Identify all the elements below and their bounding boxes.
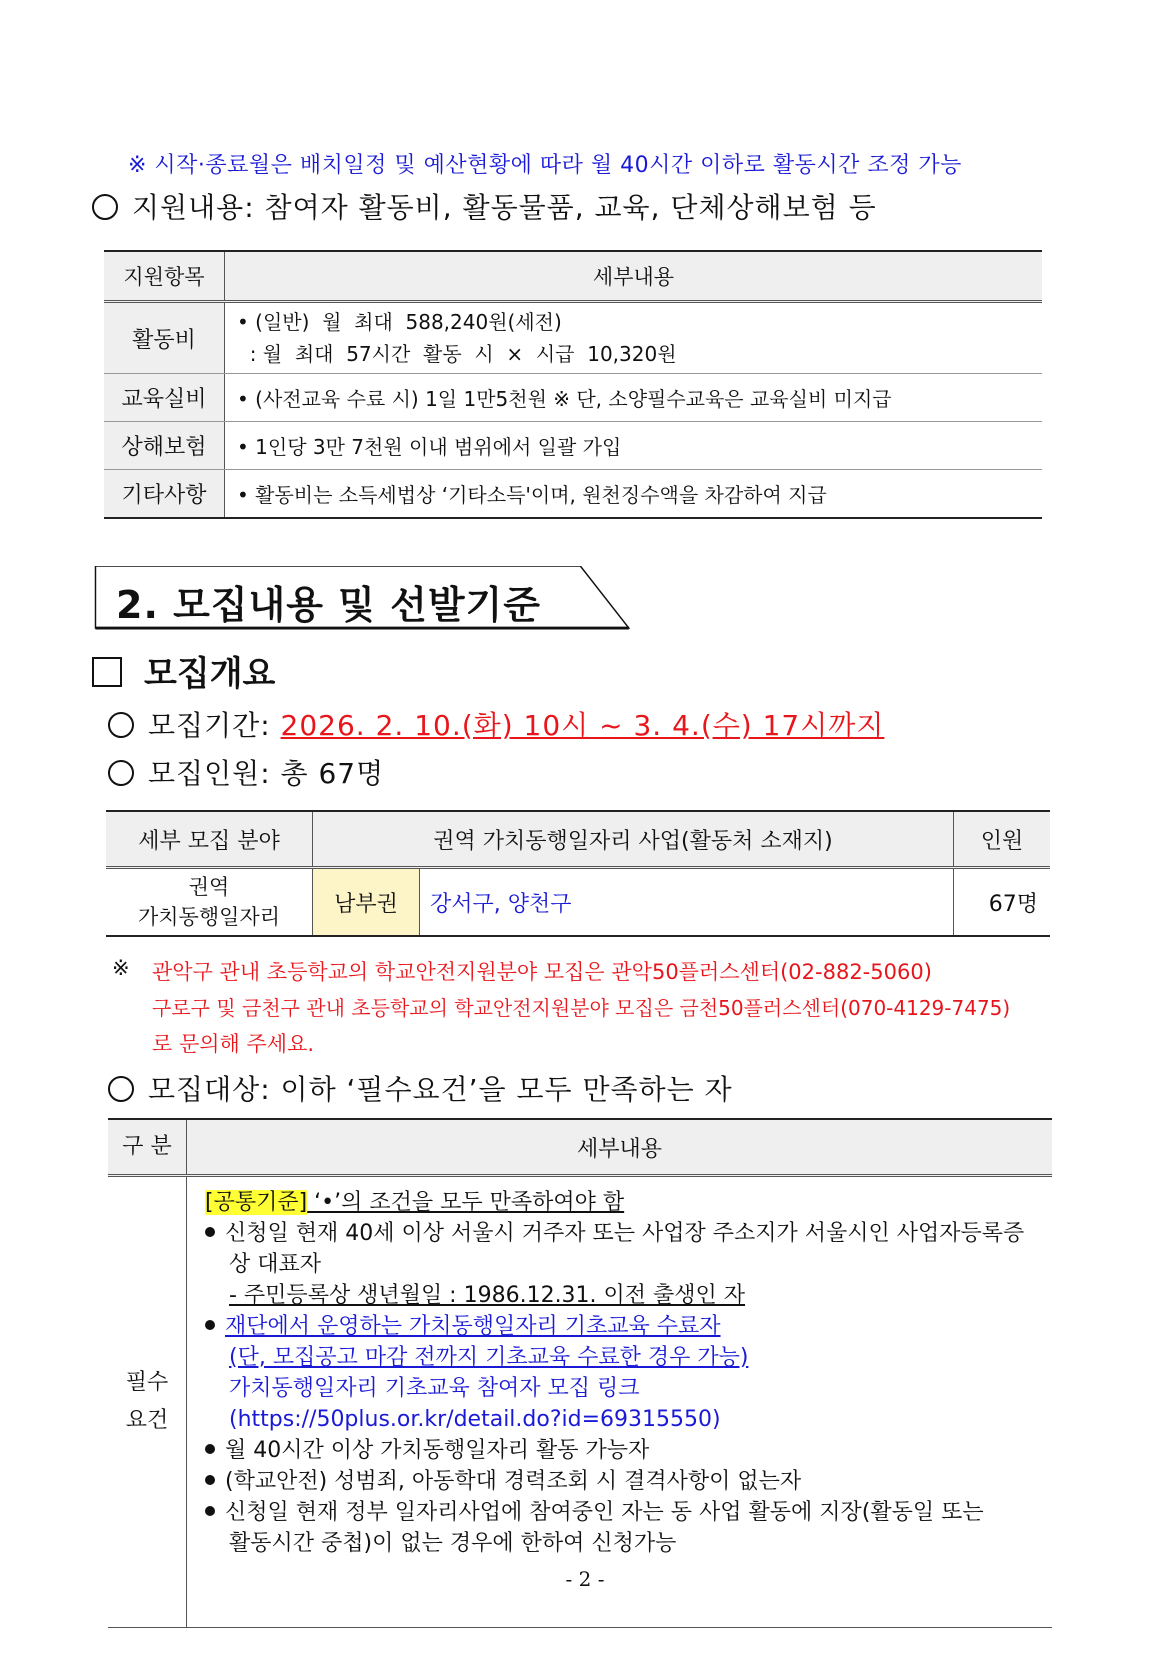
headcount-text: 모집인원: 총 67명 xyxy=(148,757,385,790)
row-item: 기타사항 xyxy=(104,470,225,519)
row-detail: • (사전교육 수료 시) 1일 1만5천원 ※ 단, 소양필수교육은 교육실비 미지급 xyxy=(225,374,1043,422)
table-row xyxy=(104,374,1042,422)
item-text: 신청일 현재 정부 일자리사업에 참여중인 자는 동 사업 활동에 지장(활동일 또는 xyxy=(225,1500,984,1525)
list-item xyxy=(205,1218,1038,1249)
circle-bullet-icon xyxy=(108,1076,134,1102)
contact-note-line: 구로구 및 금천구 관내 초등학교의 학교안전지원분야 모집은 금천50플러스센터(070-4129-7475) xyxy=(152,996,1011,1020)
requirements-cell xyxy=(187,1176,1053,1628)
header-field: 세부 모집 분야 xyxy=(106,811,313,868)
bullet-icon xyxy=(205,1444,215,1454)
headcount-line xyxy=(108,752,384,792)
count-cell: 67명 xyxy=(954,868,1051,937)
row-detail: • 1인당 3만 7천원 이내 범위에서 일괄 가입 xyxy=(225,422,1043,470)
circle-bullet-icon xyxy=(92,194,118,220)
list-item xyxy=(205,1435,1038,1466)
row-item: 교육실비 xyxy=(104,374,225,422)
recruit-table xyxy=(106,810,1050,937)
detail-line: • (일반) 월 최대 588,240원(세전) xyxy=(237,310,562,334)
row-item: 상해보험 xyxy=(104,422,225,470)
support-line xyxy=(92,186,877,226)
sub-item xyxy=(205,1280,1038,1311)
contact-note-line: 관악구 관내 초등학교의 학교안전지원분야 모집은 관악50플러스센터(02-882-5060) xyxy=(152,960,932,984)
requirement-table-header xyxy=(108,1119,1052,1176)
bullet-icon xyxy=(205,1227,215,1237)
item-text: 재단에서 운영하는 가치동행일자리 기초교육 수료자 xyxy=(225,1314,721,1339)
support-text: 지원내용: 참여자 활동비, 활동물품, 교육, 단체상해보험 등 xyxy=(132,191,877,224)
common-text: ‘•’의 조건을 모두 만족하여야 함 xyxy=(307,1190,625,1215)
bullet-icon xyxy=(205,1475,215,1485)
period-label: 모집기간: xyxy=(148,709,271,742)
subsection-title: 모집개요 xyxy=(144,654,276,694)
item-text: 월 40시간 이상 가치동행일자리 활동 가능자 xyxy=(225,1438,650,1463)
support-table xyxy=(104,250,1042,519)
page-number: - 2 - xyxy=(565,1567,605,1591)
subsection-heading xyxy=(92,646,275,695)
region-cell: 남부권 xyxy=(313,868,420,937)
link-url[interactable]: (https://50plus.or.kr/detail.do?id=69315550) xyxy=(229,1407,721,1432)
period-value: 2026. 2. 10.(화) 10시 ~ 3. 4.(수) 17시까지 xyxy=(280,709,885,742)
category-line: 필수 xyxy=(125,1370,169,1395)
item-text: (단, 모집공고 마감 전까지 기초교육 수료한 경우 가능) xyxy=(229,1345,749,1370)
header-count: 인원 xyxy=(954,811,1051,868)
contact-note-line: 로 문의해 주세요. xyxy=(152,1032,315,1056)
table-row xyxy=(108,1176,1052,1628)
item-text: 상 대표자 xyxy=(229,1252,322,1277)
item-text: 신청일 현재 40세 이상 서울시 거주자 또는 사업장 주소지가 서울시인 사업자등록증 xyxy=(225,1221,1025,1246)
support-table-header xyxy=(104,251,1042,302)
common-tag: [공통기준] xyxy=(205,1190,308,1215)
detail-line: : 월 최대 57시간 활동 시 × 시급 10,320원 xyxy=(237,342,677,366)
target-text: 모집대상: 이하 ‘필수요건’을 모두 만족하는 자 xyxy=(148,1073,733,1106)
list-item xyxy=(205,1311,1038,1342)
target-line xyxy=(108,1068,733,1108)
category-cell xyxy=(108,1176,187,1628)
item-text: 활동시간 중첩)이 없는 경우에 한하여 신청가능 xyxy=(229,1531,677,1556)
districts-cell: 강서구, 양천구 xyxy=(420,868,954,937)
table-row xyxy=(104,302,1042,374)
row-detail: • 활동비는 소득세법상 ‘기타소득'이며, 원천징수액을 차감하여 지급 xyxy=(225,470,1043,519)
table-row xyxy=(104,470,1042,519)
field-cell xyxy=(106,868,313,937)
note-mark: ※ xyxy=(112,956,130,980)
table-row xyxy=(106,868,1050,937)
square-bullet-icon xyxy=(92,657,122,687)
sub-item-text: - 주민등록상 생년월일 : 1986.12.31. 이전 출생인 자 xyxy=(229,1283,746,1308)
bullet-icon xyxy=(205,1506,215,1516)
list-item xyxy=(205,1466,1038,1497)
circle-bullet-icon xyxy=(108,712,134,738)
row-item: 활동비 xyxy=(104,302,225,374)
field-line: 권역 xyxy=(188,875,230,899)
header-business: 권역 가치동행일자리 사업(활동처 소재지) xyxy=(313,811,954,868)
section-title: 2. 모집내용 및 선발기준 xyxy=(116,583,541,627)
circle-bullet-icon xyxy=(108,760,134,786)
recruit-table-header xyxy=(106,811,1050,868)
header-detail: 세부내용 xyxy=(187,1119,1053,1176)
list-item xyxy=(205,1497,1038,1528)
item-text: (학교안전) 성범죄, 아동학대 경력조회 시 결격사항이 없는자 xyxy=(225,1469,802,1494)
field-line: 가치동행일자리 xyxy=(137,905,280,929)
header-item: 지원항목 xyxy=(104,251,225,302)
row-detail xyxy=(225,302,1043,374)
common-criteria xyxy=(205,1187,1038,1218)
table-row xyxy=(104,422,1042,470)
category-line: 요건 xyxy=(125,1408,169,1433)
header-category: 구 분 xyxy=(108,1119,187,1176)
link-label: 가치동행일자리 기초교육 참여자 모집 링크 xyxy=(229,1376,640,1401)
period-line xyxy=(108,704,884,744)
header-detail: 세부내용 xyxy=(225,251,1043,302)
requirement-table xyxy=(108,1118,1052,1628)
bullet-icon xyxy=(205,1320,215,1330)
schedule-note: ※ 시작·종료월은 배치일정 및 예산현황에 따라 월 40시간 이하로 활동시간 조정 가능 xyxy=(128,153,962,178)
